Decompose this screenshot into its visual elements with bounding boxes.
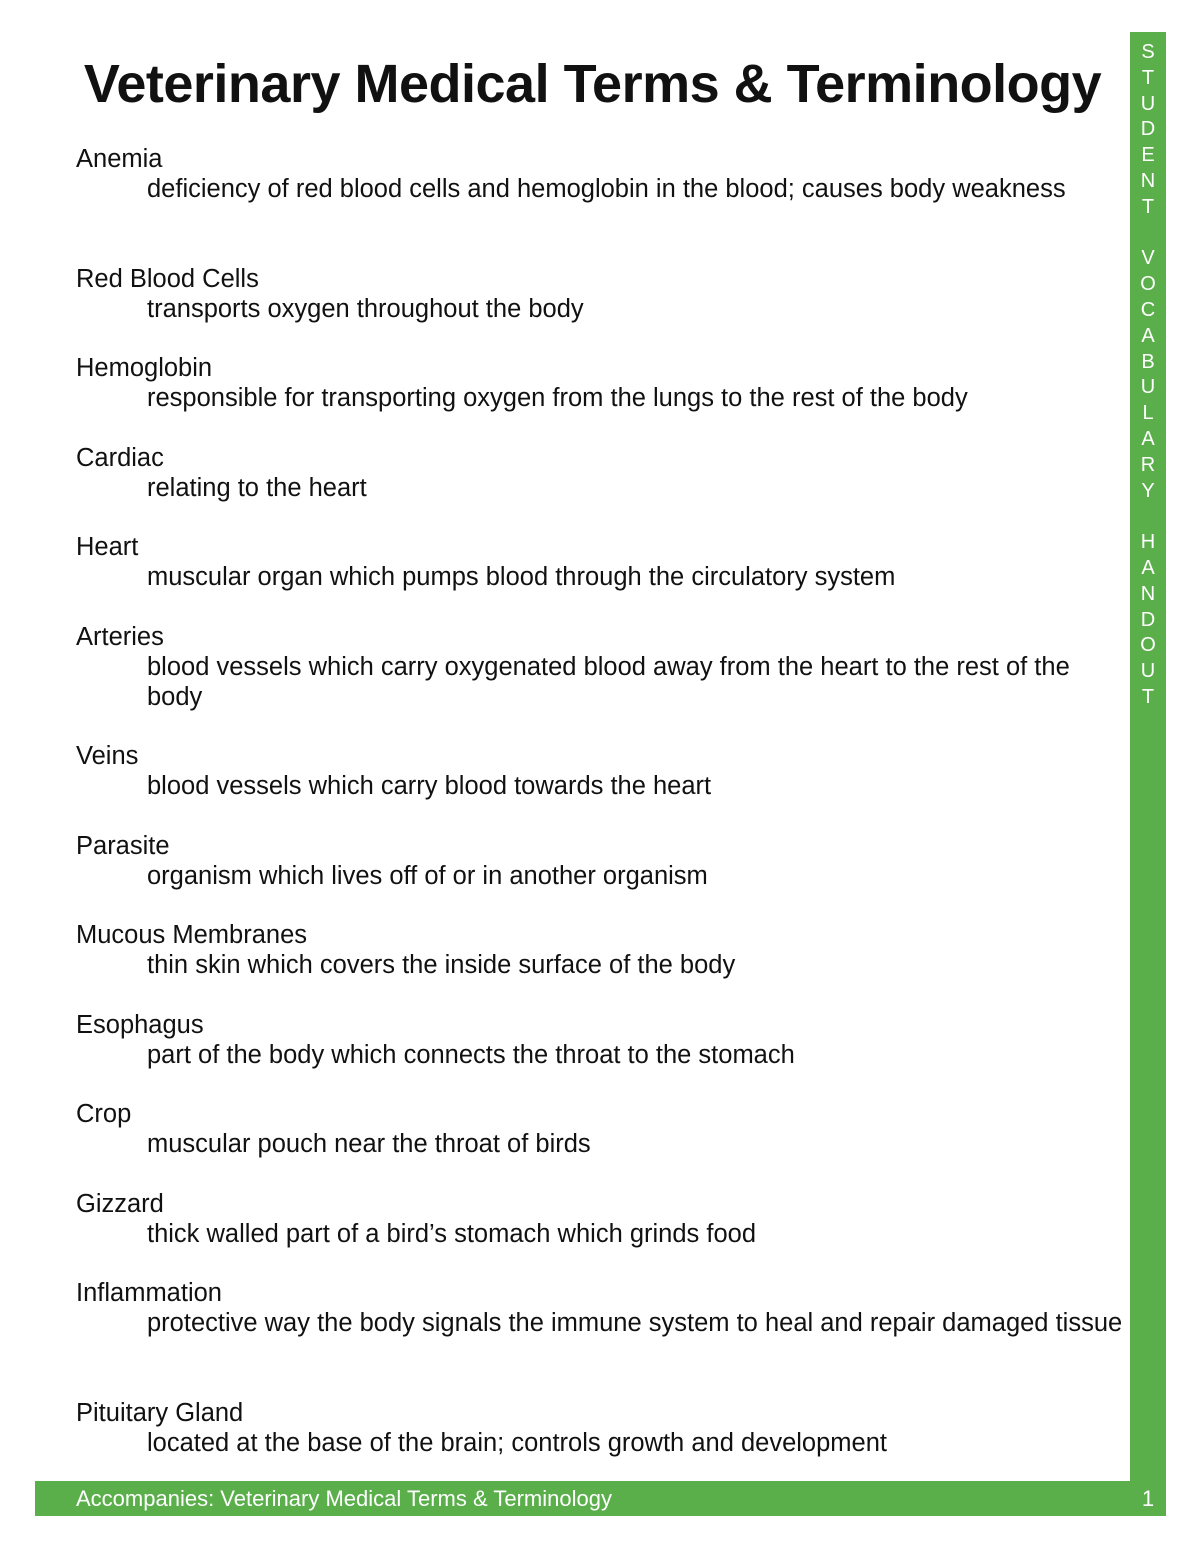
term-name: Hemoglobin: [76, 354, 213, 382]
list-item: [76, 1189, 1126, 1279]
term-definition: protective way the body signals the immune system to heal and repair damaged tissue: [147, 1309, 1123, 1337]
term-name: Inflammation: [76, 1279, 222, 1307]
term-definition: blood vessels which carry blood towards the heart: [147, 772, 712, 800]
term-name: Veins: [76, 742, 139, 770]
list-item: [76, 920, 1126, 1010]
list-item: [76, 1099, 1126, 1189]
page-title: Veterinary Medical Terms & Terminology: [83, 54, 1102, 114]
term-name: Parasite: [76, 831, 170, 860]
list-item: [76, 1278, 1126, 1398]
term-definition: thin skin which covers the inside surface of the body: [147, 951, 736, 979]
term-definition: located at the base of the brain; controls growth and development: [147, 1428, 887, 1457]
term-name: Gizzard: [76, 1189, 164, 1218]
term-name: Heart: [76, 533, 139, 561]
footer-text: Accompanies: Veterinary Medical Terms & Terminology: [76, 1486, 612, 1511]
term-name: Cardiac: [76, 443, 164, 472]
list-item: [76, 443, 1126, 533]
term-definition: muscular organ which pumps blood through the circulatory system: [147, 563, 896, 591]
term-name: Anemia: [76, 145, 163, 173]
term-definition: thick walled part of a bird’s stomach which grinds food: [147, 1219, 756, 1248]
list-item: [76, 1398, 1126, 1488]
list-item: [76, 1010, 1126, 1100]
term-name: Crop: [76, 1100, 132, 1128]
term-definition: part of the body which connects the throat to the stomach: [147, 1040, 795, 1069]
term-definition: deficiency of red blood cells and hemoglobin in the blood; causes body weakness: [147, 175, 1066, 203]
list-item: [76, 144, 1126, 264]
term-definition: muscular pouch near the throat of birds: [147, 1130, 591, 1158]
vocabulary-list: [76, 144, 1126, 1487]
list-item: [76, 622, 1126, 742]
term-name: Mucous Membranes: [76, 921, 308, 949]
list-item: [76, 831, 1126, 921]
term-definition: responsible for transporting oxygen from the lungs to the rest of the body: [147, 384, 968, 412]
term-name: Arteries: [76, 622, 164, 651]
term-name: Esophagus: [76, 1010, 204, 1039]
list-item: [76, 264, 1126, 354]
term-definition: blood vessels which carry oxygenated blood away from the heart to the rest of the body: [147, 652, 1070, 711]
term-definition: relating to the heart: [147, 473, 367, 502]
list-item: [76, 353, 1126, 443]
term-name: Red Blood Cells: [76, 264, 259, 293]
list-item: [76, 741, 1126, 831]
list-item: [76, 532, 1126, 622]
term-definition: organism which lives off of or in another organism: [147, 861, 708, 890]
sidebar-label: S T U D E N T V O C A B U L A R Y H A N D O U T: [1140, 41, 1156, 708]
term-name: Pituitary Gland: [76, 1398, 244, 1427]
term-definition: transports oxygen throughout the body: [147, 294, 584, 323]
page-number: 1: [1141, 1486, 1155, 1511]
